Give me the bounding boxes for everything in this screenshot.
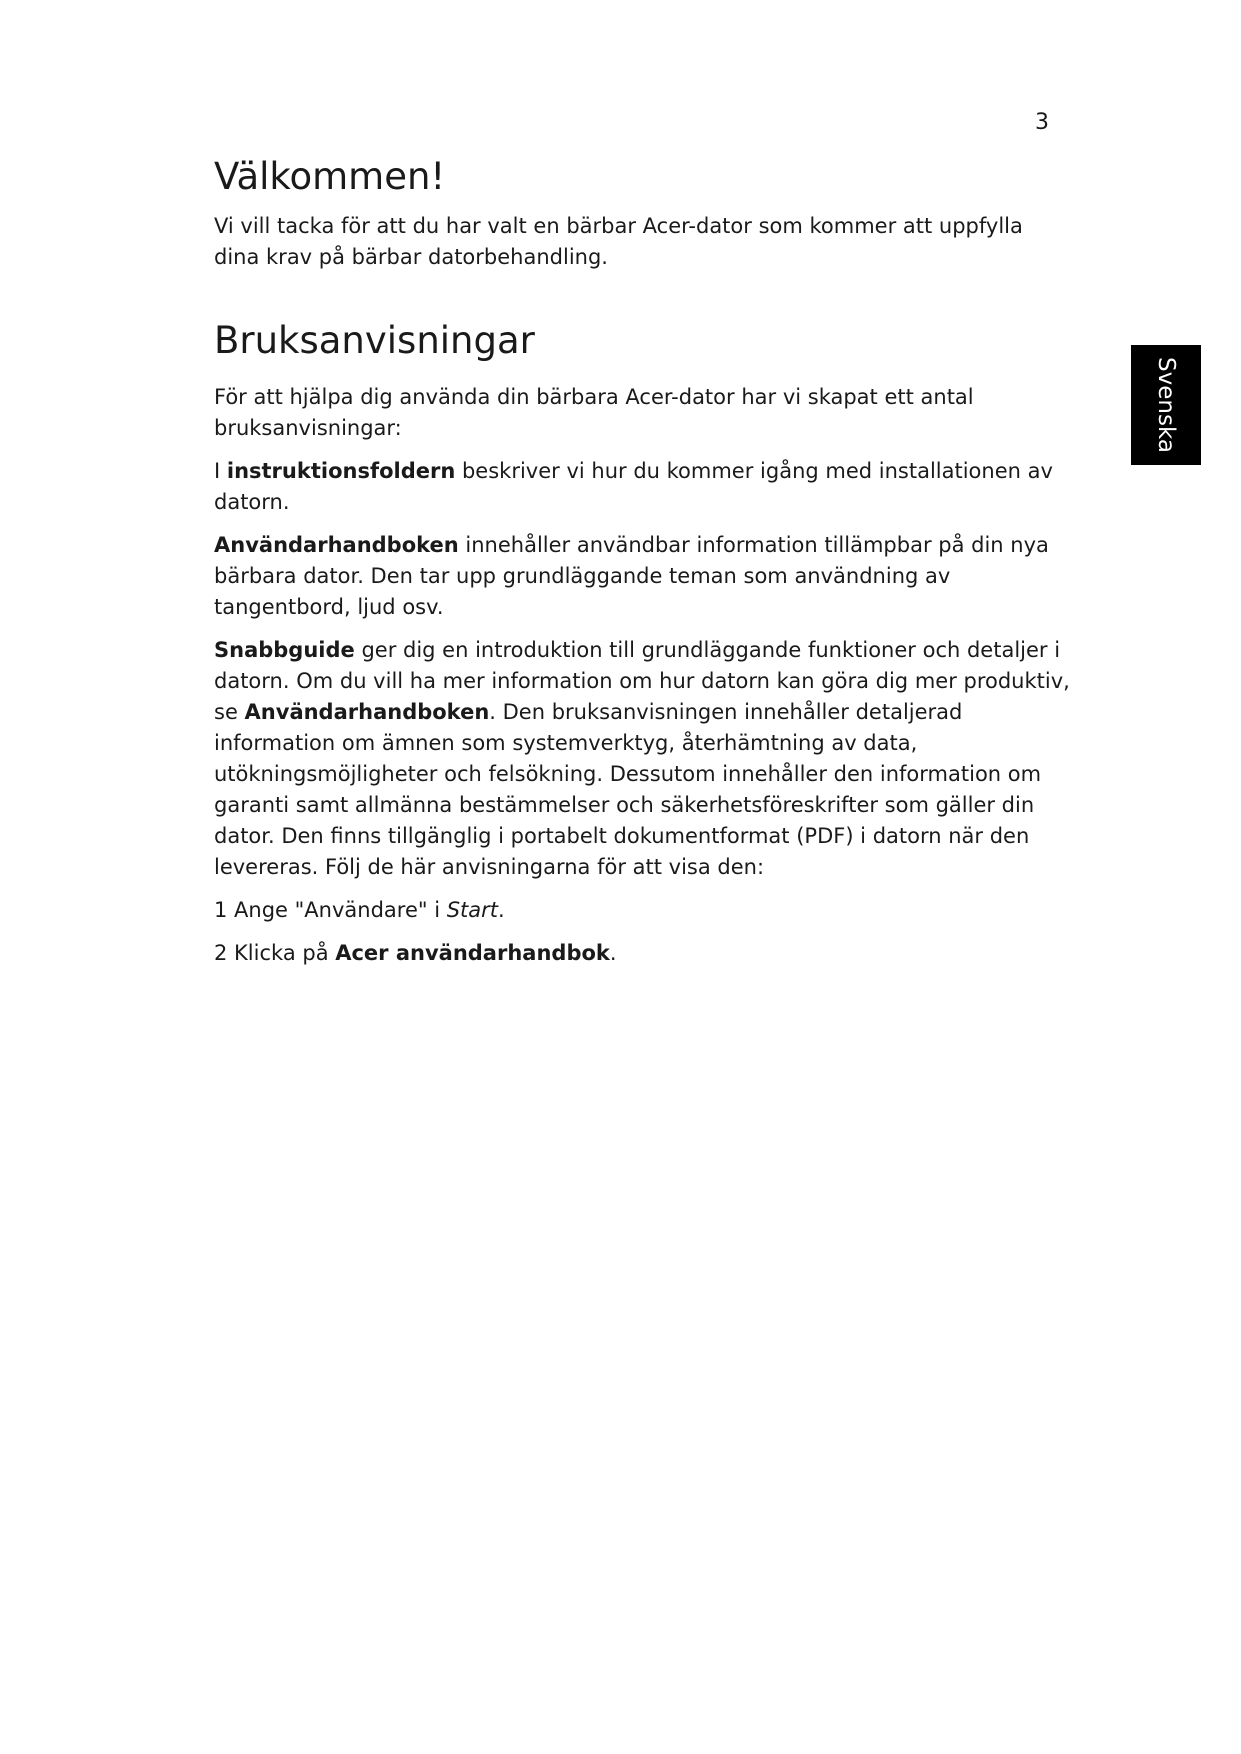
guides-heading: Bruksanvisningar	[214, 319, 535, 363]
welcome-text: Vi vill tacka för att du har valt en bärbar Acer-dator som kommer att uppfylla dina krav på bärbar datorbehandling.	[214, 214, 1023, 270]
step-2-pre: 2 Klicka på	[214, 940, 336, 965]
guides-paragraph-quickguide	[214, 635, 1074, 883]
step-2-term: Acer användarhandbok	[335, 940, 610, 965]
quickguide-text: ger dig en introduktion till grundläggande funktioner och detaljer i datorn. Om du vill ha mer information om hur datorn kan göra dig mer produktiv, se	[214, 637, 1070, 724]
page-content	[214, 155, 1074, 981]
step-1-pre: 1 Ange "Användare" i	[214, 897, 447, 922]
handbook-text: innehåller användbar information tillämpbar på din nya bärbara dator. Den tar upp grundläggande teman som användning av tangentbord, ljud osv.	[214, 532, 1049, 619]
step-2	[214, 938, 1074, 969]
quickguide-text-post: . Den bruksanvisningen innehåller detaljerad information om ämnen som systemverktyg, återhämtning av data, utökningsmöjligheter och felsökning. Dessutom innehåller den information om garanti samt allmänna bestämmelser och säkerhetsföreskrifter som gäller din dator. Den finns tillgänglig i portabelt dokumentformat (PDF) i datorn när den levereras. Följ de här anvisningarna för att visa den:	[214, 699, 1042, 879]
guides-paragraph-folder	[214, 456, 1074, 518]
step-1	[214, 895, 1074, 926]
language-tab-label: Svenska	[1153, 357, 1179, 453]
language-tab	[1131, 345, 1201, 465]
step-1-post: .	[498, 897, 505, 922]
guides-paragraph-handbook	[214, 530, 1074, 623]
quickguide-handbook-term: Användarhandboken	[244, 699, 490, 724]
folder-text-pre: I	[214, 458, 227, 483]
step-2-post: .	[609, 940, 617, 965]
guides-intro: För att hjälpa dig använda din bärbara Acer-dator har vi skapat ett antal bruksanvisningar:	[214, 384, 974, 440]
welcome-heading: Välkommen!	[214, 155, 446, 198]
handbook-term: Användarhandboken	[214, 532, 459, 557]
step-1-start: Start	[446, 897, 499, 922]
folder-text-post: beskriver vi hur du kommer igång med installationen av datorn.	[214, 458, 1053, 514]
quickguide-term: Snabbguide	[214, 637, 355, 662]
page-number: 3	[1035, 110, 1049, 135]
folder-term: instruktionsfoldern	[226, 458, 456, 483]
